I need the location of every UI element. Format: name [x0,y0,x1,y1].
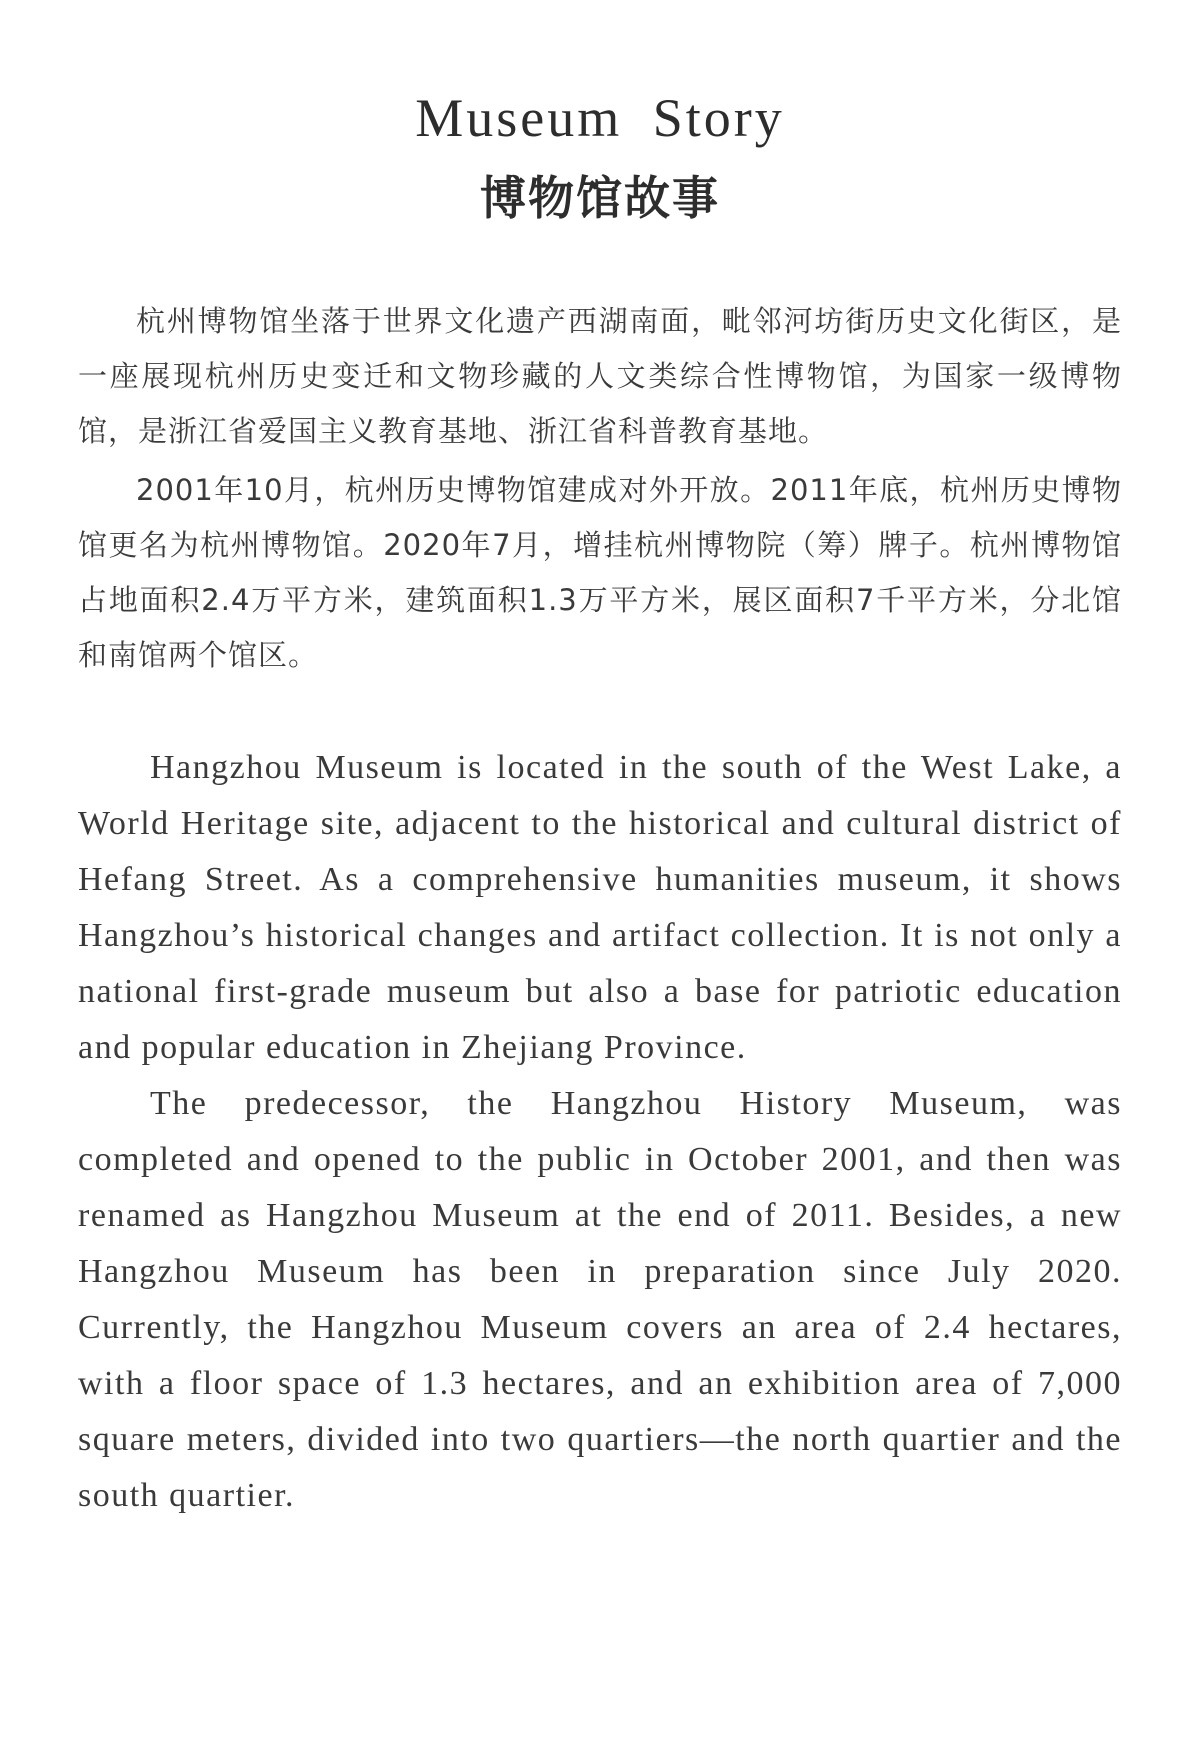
chinese-paragraph-1: 杭州博物馆坐落于世界文化遗产西湖南面，毗邻河坊街历史文化街区，是一座展现杭州历史变迁和文物珍藏的人文类综合性博物馆，为国家一级博物馆，是浙江省爱国主义教育基地、浙江省科普教育基地。 [78,304,1122,448]
chinese-text-section [78,294,1122,687]
page-title-chinese: 博物馆故事 [480,171,720,225]
chinese-paragraph-2: 2001年10月，杭州历史博物馆建成对外开放。2011年底，杭州历史博物馆更名为杭州博物馆。2020年7月，增挂杭州博物院（筹）牌子。杭州博物馆占地面积2.4万平方米，建筑面积1.3万平方米，展区面积7千平方米，分北馆和南馆两个馆区。 [78,473,1122,672]
page-title-english: Museum Story [415,88,785,148]
english-paragraph-1: Hangzhou Museum is located in the south of the West Lake, a World Heritage site, adjacent to the historical and cultural district of Hefang Street. As a comprehensive humanities museum, it shows Hangzhou’s historical changes and artifact collection. It is not only a national first-grade museum but also a base for patriotic education and popular education in Zhejiang Province. [78,749,1122,1066]
english-text-section [78,740,1122,1524]
english-paragraph-2: The predecessor, the Hangzhou History Museum, was completed and opened to the public in October 2001, and then was renamed as Hangzhou Museum at the end of 2011. Besides, a new Hangzhou Museum has been in preparation since July 2020. Currently, the Hangzhou Museum covers an area of 2.4 hectares, with a floor space of 1.3 hectares, and an exhibition area of 7,000 square meters, divided into two quartiers—the north quartier and the south quartier. [78,1085,1122,1514]
